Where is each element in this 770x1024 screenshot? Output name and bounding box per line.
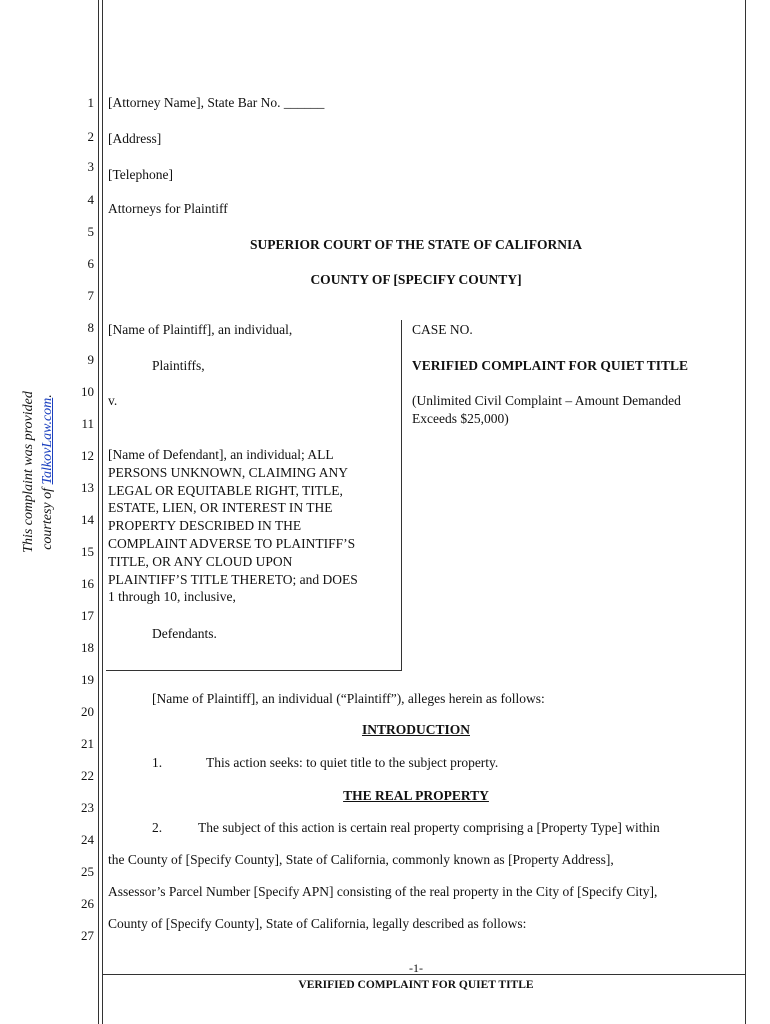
defendant-caption-line: PERSONS UNKNOWN, CLAIMING ANY <box>108 464 349 480</box>
line-number: 20 <box>81 704 94 719</box>
address-line: [Address] <box>108 131 162 146</box>
court-name: SUPERIOR COURT OF THE STATE OF CALIFORNIA <box>249 237 583 252</box>
line-number: 10 <box>81 384 94 399</box>
paragraph-1-text: This action seeks: to quiet title to the subject property. <box>206 755 499 770</box>
defendant-caption-line: COMPLAINT ADVERSE TO PLAINTIFF’S <box>108 536 356 551</box>
line-number: 9 <box>87 352 94 367</box>
paragraph-2-line3: Assessor’s Parcel Number [Specify APN] consisting of the real property in the City of [Specify City], <box>108 884 658 899</box>
paragraph-1-number: 1. <box>152 755 163 770</box>
defendant-caption-line: LEGAL OR EQUITABLE RIGHT, TITLE, <box>108 482 343 498</box>
sidebar-credit-line2 <box>38 391 57 553</box>
sidebar-credit-suffix: . <box>40 394 55 398</box>
heading-introduction: INTRODUCTION <box>361 722 470 737</box>
defendant-caption-line: [Name of Defendant], an individual; ALL <box>108 447 334 462</box>
attorneys-for-line: Attorneys for Plaintiff <box>108 201 228 216</box>
paragraph-2-line1: The subject of this action is certain real property comprising a [Property Type] within <box>198 820 660 835</box>
line-number: 18 <box>81 640 94 655</box>
paragraph-2-line4: County of [Specify County], State of California, legally described as follows: <box>108 916 527 931</box>
case-number-label: CASE NO. <box>412 322 473 337</box>
defendants-label: Defendants. <box>152 626 217 641</box>
line-number: 19 <box>81 672 94 687</box>
line-number: 11 <box>81 416 94 431</box>
line-number: 23 <box>81 800 94 815</box>
left-margin-rule-outer <box>98 0 99 1024</box>
line-number: 22 <box>81 768 94 783</box>
talkovlaw-link[interactable]: TalkovLaw.com <box>40 397 55 485</box>
defendant-caption-line: PLAINTIFF’S TITLE THERETO; and DOES <box>108 571 358 587</box>
document-subtitle-line2: Exceeds $25,000) <box>412 411 509 426</box>
defendant-caption-line: TITLE, OR ANY CLOUD UPON <box>108 553 293 569</box>
paragraph-2-number: 2. <box>152 820 163 835</box>
document-subtitle-line1: (Unlimited Civil Complaint – Amount Demanded <box>412 393 681 408</box>
line-number: 15 <box>81 544 94 559</box>
heading-real-property: THE REAL PROPERTY <box>343 788 489 803</box>
caption-bottom-border <box>106 670 402 671</box>
line-number: 6 <box>87 256 94 271</box>
line-number: 12 <box>81 448 94 463</box>
page-number: -1- <box>409 961 423 975</box>
defendant-caption-line: 1 through 10, inclusive, <box>108 589 236 605</box>
line-number: 1 <box>87 95 94 110</box>
line-number: 14 <box>81 512 94 527</box>
right-margin-rule <box>745 0 746 1024</box>
caption-right-border <box>401 320 402 670</box>
line-number: 7 <box>87 288 94 303</box>
line-number: 25 <box>81 864 94 879</box>
line-number: 3 <box>87 159 94 174</box>
sidebar-credit-prefix: courtesy of <box>40 484 55 550</box>
line-number: 24 <box>81 832 94 847</box>
plaintiff-name: [Name of Plaintiff], an individual, <box>108 322 293 337</box>
defendant-caption-line: PROPERTY DESCRIBED IN THE <box>108 518 302 534</box>
defendant-caption-line: ESTATE, LIEN, OR INTEREST IN THE <box>108 500 333 516</box>
line-number: 27 <box>81 928 94 943</box>
line-number: 4 <box>87 192 94 207</box>
intro-paragraph: [Name of Plaintiff], an individual (“Plaintiff”), alleges herein as follows: <box>152 691 545 706</box>
line-number: 13 <box>81 480 94 495</box>
versus-label: v. <box>108 393 118 408</box>
footer-rule <box>102 974 745 975</box>
line-number: 5 <box>87 224 94 239</box>
plaintiffs-label: Plaintiffs, <box>152 358 205 373</box>
footer-title: VERIFIED COMPLAINT FOR QUIET TITLE <box>298 979 534 991</box>
line-number: 2 <box>87 129 94 144</box>
sidebar-credit-line1: This complaint was provided <box>21 391 36 553</box>
court-county: COUNTY OF [SPECIFY COUNTY] <box>310 272 522 287</box>
document-title: VERIFIED COMPLAINT FOR QUIET TITLE <box>412 358 689 373</box>
paragraph-2-line2: the County of [Specify County], State of California, commonly known as [Property Address], <box>108 852 614 867</box>
line-number: 16 <box>81 576 94 591</box>
left-margin-rule-inner <box>102 0 103 1024</box>
line-number: 17 <box>81 608 94 623</box>
line-number: 26 <box>81 896 94 911</box>
attorney-name-line: [Attorney Name], State Bar No. ______ <box>108 95 325 110</box>
telephone-line: [Telephone] <box>108 167 174 182</box>
line-number: 8 <box>87 320 94 335</box>
line-number: 21 <box>81 736 94 751</box>
